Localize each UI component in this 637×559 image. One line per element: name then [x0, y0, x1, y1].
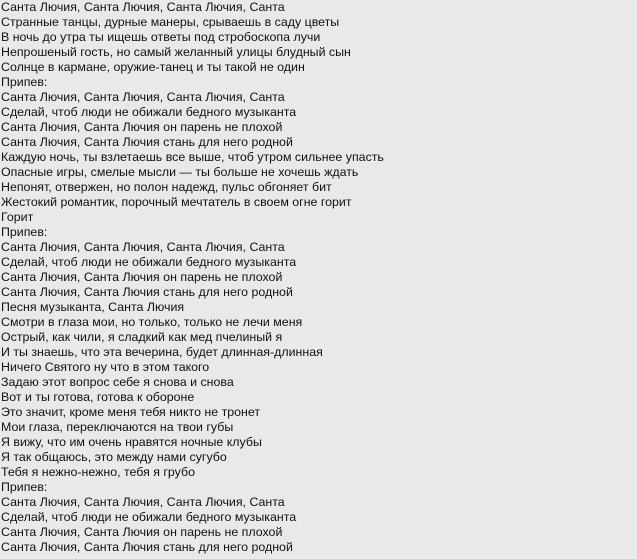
chorus-heading: Припев: — [1, 75, 48, 89]
lyric-line: Сделай, чтоб люди не обижали бедного музыканта — [1, 255, 297, 269]
lyric-line: Вот и ты готова, готова к обороне — [1, 390, 195, 404]
lyric-line: Санта Лючия, Санта Лючия стань для него родной — [1, 135, 293, 149]
lyric-line: Санта Лючия, Санта Лючия, Санта Лючия, Санта — [1, 495, 285, 509]
lyric-line: Жестокий романтик, порочный мечтатель в своем огне горит — [1, 195, 352, 209]
lyric-line: Странные танцы, дурные манеры, срываешь в саду цветы — [1, 15, 340, 29]
lyric-line: Непонят, отвержен, но полон надежд, пульс обгоняет бит — [1, 180, 332, 194]
lyric-line: Сделай, чтоб люди не обижали бедного музыканта — [1, 510, 297, 524]
lyric-line: Задаю этот вопрос себе я снова и снова — [1, 375, 234, 389]
lyric-line: Это значит, кроме меня тебя никто не тронет — [1, 405, 261, 419]
lyric-line: Санта Лючия, Санта Лючия, Санта Лючия, Санта — [1, 90, 285, 104]
lyric-line: Смотри в глаза мои, но только, только не лечи меня — [1, 315, 303, 329]
lyric-line: Санта Лючия, Санта Лючия он парень не плохой — [1, 120, 283, 134]
chorus-heading: Припев: — [1, 480, 48, 494]
lyric-line: Мои глаза, переключаются на твои губы — [1, 420, 234, 434]
lyric-line: И ты знаешь, что эта вечерина, будет длинная-длинная — [1, 345, 323, 359]
lyric-line: Острый, как чили, я сладкий как мед пчелиный я — [1, 330, 283, 344]
lyric-line: Каждую ночь, ты взлетаешь все выше, чтоб утром сильнее упасть — [1, 150, 384, 164]
lyric-line: Я так общаюсь, это между нами сугубо — [1, 450, 227, 464]
lyric-line: Ничего Святого ну что в этом такого — [1, 360, 210, 374]
chorus-heading: Припев: — [1, 225, 48, 239]
lyric-line: Солнце в кармане, оружие-танец и ты такой не один — [1, 60, 305, 74]
lyric-line: Песня музыканта, Санта Лючия — [1, 300, 185, 314]
lyric-line: Санта Лючия, Санта Лючия он парень не плохой — [1, 270, 283, 284]
lyric-line: Сделай, чтоб люди не обижали бедного музыканта — [1, 105, 297, 119]
lyric-line: Санта Лючия, Санта Лючия, Санта Лючия, Санта — [1, 0, 285, 14]
lyric-line: Я вижу, что им очень нравятся ночные клубы — [1, 435, 262, 449]
lyric-line: Опасные игры, смелые мысли — ты больше не хочешь ждать — [1, 165, 359, 179]
lyric-line: Санта Лючия, Санта Лючия он парень не плохой — [1, 525, 283, 539]
lyric-line: Непрошеный гость, но самый желанный улицы блудный сын — [1, 45, 351, 59]
lyric-line: Горит — [1, 210, 34, 224]
lyric-line: В ночь до утра ты ищешь ответы под стробоскопа лучи — [1, 30, 321, 44]
lyric-line: Санта Лючия, Санта Лючия стань для него родной — [1, 540, 293, 554]
lyric-line: Санта Лючия, Санта Лючия, Санта Лючия, Санта — [1, 240, 285, 254]
lyric-line: Тебя я нежно-нежно, тебя я грубо — [1, 465, 196, 479]
lyric-line: Санта Лючия, Санта Лючия стань для него родной — [1, 285, 293, 299]
